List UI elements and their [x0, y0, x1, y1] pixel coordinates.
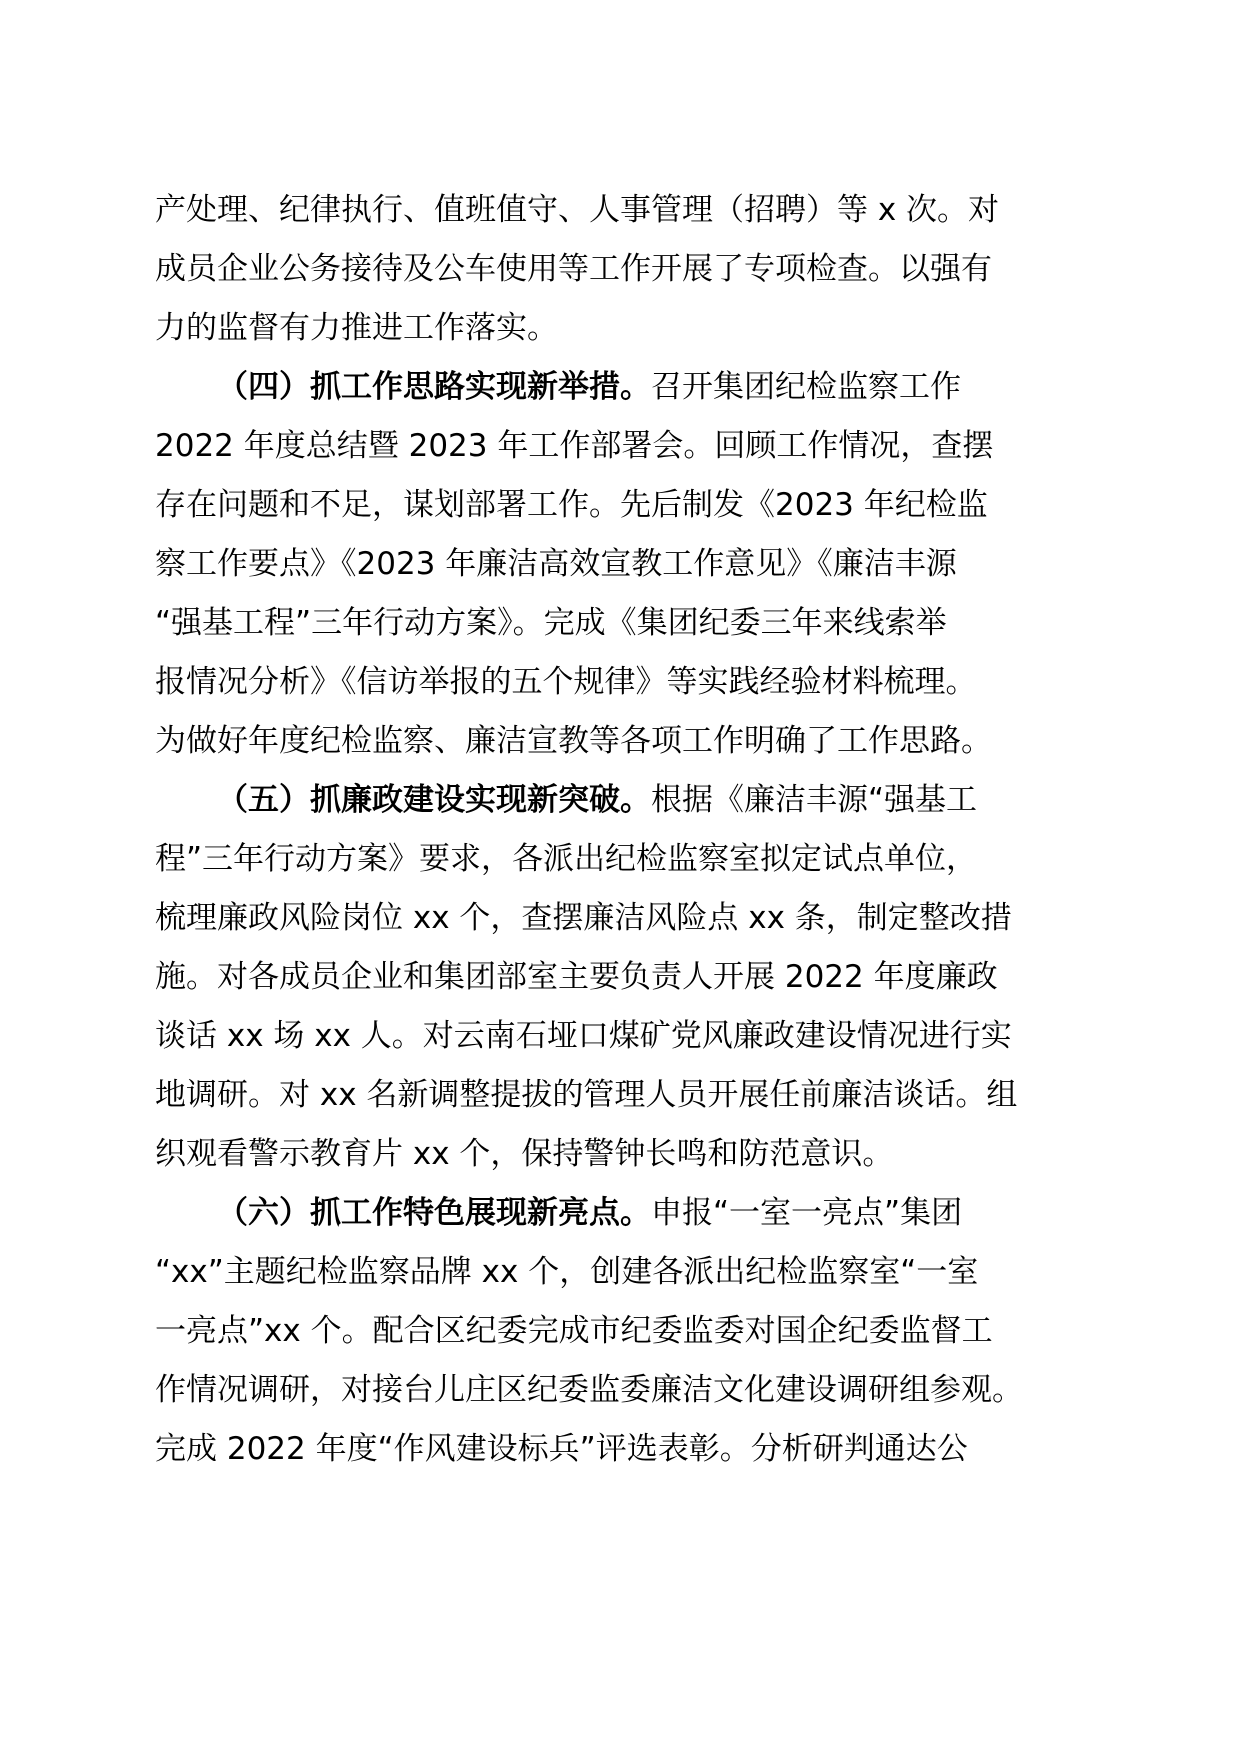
section-heading-4: （四）抓工作思路实现新举措。: [217, 369, 651, 405]
body-text: [155, 181, 1095, 1479]
text-line: 施。对各成员企业和集团部室主要负责人开展 2022 年度廉政: [155, 959, 998, 995]
text-line: 2022 年度总结暨 2023 年工作部署会。回顾工作情况，查摆: [155, 428, 994, 464]
text-line: 织观看警示教育片 xx 个，保持警钟长鸣和防范意识。: [155, 1136, 894, 1172]
section-heading-5: （五）抓廉政建设实现新突破。: [217, 782, 651, 818]
text-line: 力的监督有力推进工作落实。: [155, 310, 558, 346]
text-run: 申报“一室一亮点”集团: [651, 1195, 963, 1231]
paragraph-4-first-line: [155, 358, 1095, 417]
text-run: 根据《廉洁丰源“强基工: [651, 782, 978, 818]
text-line: 程”三年行动方案》要求，各派出纪检监察室拟定试点单位，: [155, 841, 978, 877]
text-line: 为做好年度纪检监察、廉洁宣教等各项工作明确了工作思路。: [155, 723, 992, 759]
text-line: “强基工程”三年行动方案》。完成《集团纪委三年来线索举: [155, 605, 947, 641]
text-line: 作情况调研，对接台儿庄区纪委监委廉洁文化建设调研组参观。: [155, 1372, 1023, 1408]
text-line: 地调研。对 xx 名新调整提拔的管理人员开展任前廉洁谈话。组: [155, 1077, 1018, 1113]
text-line: 察工作要点》《2023 年廉洁高效宣教工作意见》《廉洁丰源: [155, 546, 957, 582]
text-run: 召开集团纪检监察工作: [651, 369, 961, 405]
text-line: 完成 2022 年度“作风建设标兵”评选表彰。分析研判通达公: [155, 1431, 968, 1467]
text-line: 梳理廉政风险岗位 xx 个，查摆廉洁风险点 xx 条，制定整改措: [155, 900, 1012, 936]
text-line: 一亮点”xx 个。配合区纪委完成市纪委监委对国企纪委监督工: [155, 1313, 993, 1349]
text-line: “xx”主题纪检监察品牌 xx 个，创建各派出纪检监察室“一室: [155, 1254, 979, 1290]
paragraph-5-first-line: [155, 771, 1095, 830]
text-line: 报情况分析》《信访举报的五个规律》等实践经验材料梳理。: [155, 664, 977, 700]
text-line: 成员企业公务接待及公车使用等工作开展了专项检查。以强有: [155, 251, 992, 287]
section-heading-6: （六）抓工作特色展现新亮点。: [217, 1195, 651, 1231]
text-line: 谈话 xx 场 xx 人。对云南石垭口煤矿党风廉政建设情况进行实: [155, 1018, 1012, 1054]
text-line: 产处理、纪律执行、值班值守、人事管理（招聘）等 x 次。对: [155, 192, 1000, 228]
paragraph-6-first-line: [155, 1184, 1095, 1243]
text-line: 存在问题和不足，谋划部署工作。先后制发《2023 年纪检监: [155, 487, 988, 523]
